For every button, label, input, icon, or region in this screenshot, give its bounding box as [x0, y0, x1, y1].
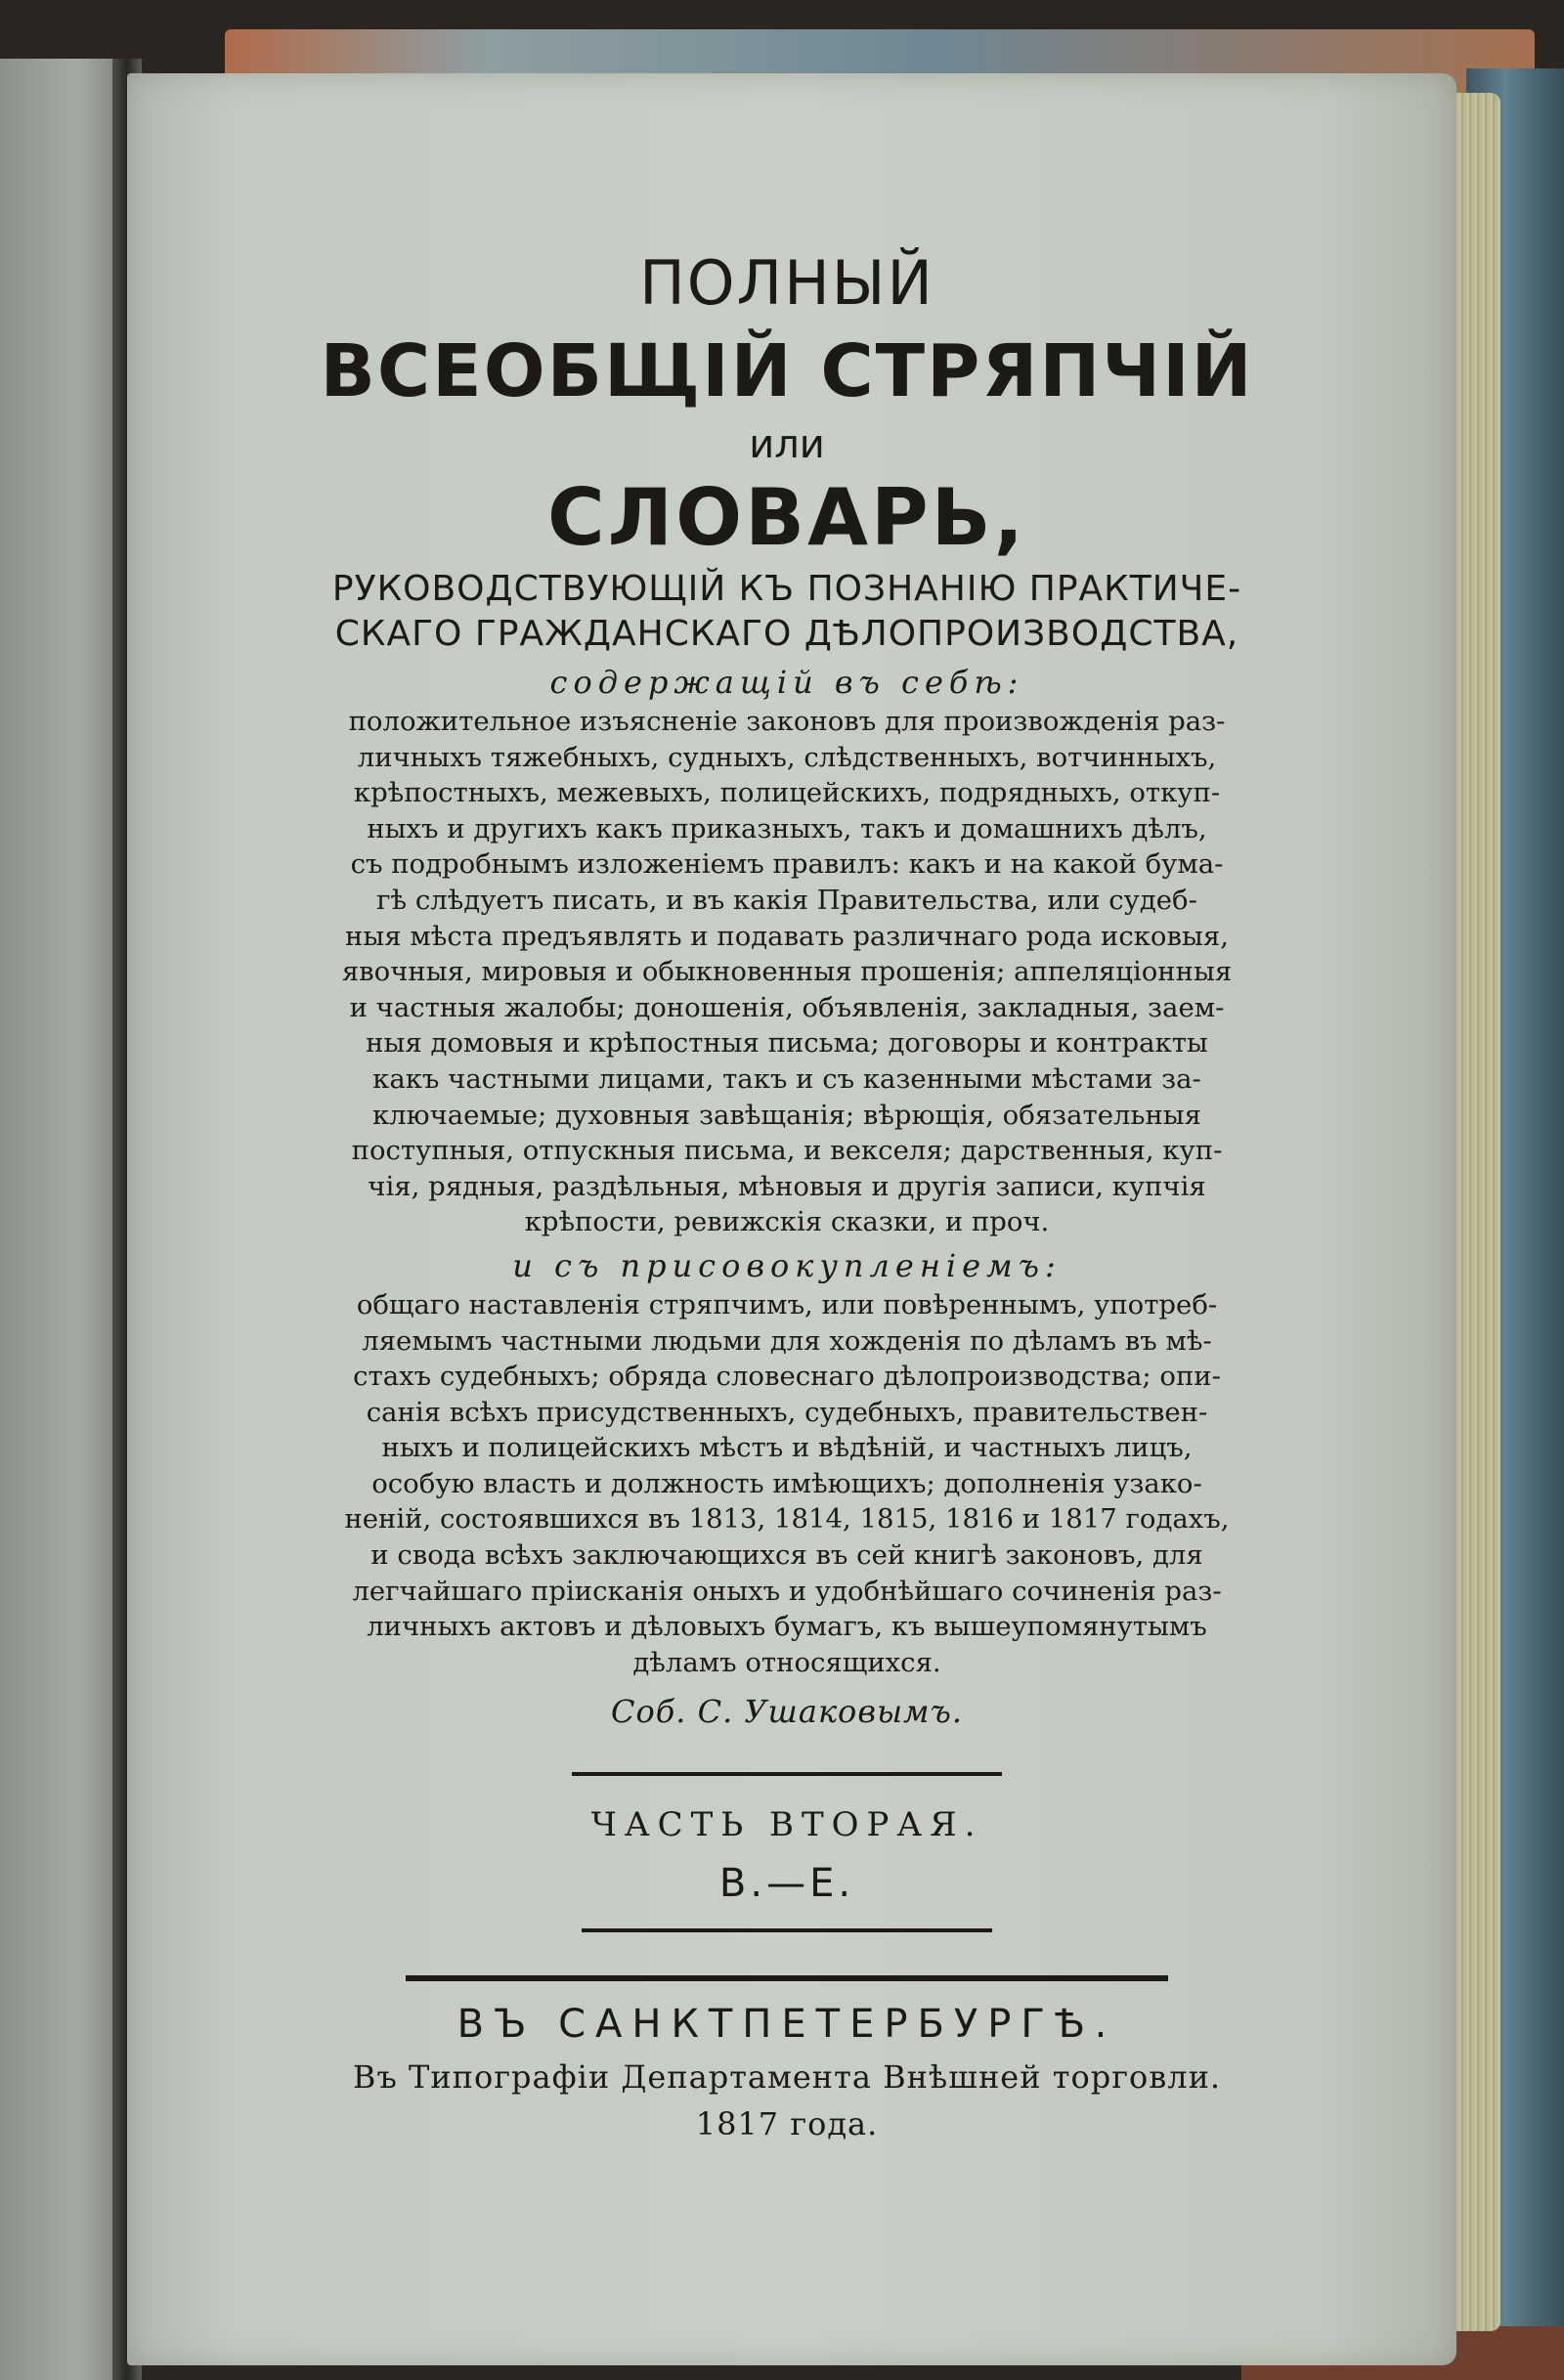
title-page-content: [225, 244, 1349, 2147]
compiler-credit: Соб. С. Ушаковымъ.: [610, 1693, 964, 1731]
addition-line: ныхъ и полицейскихъ мѣстъ и вѣдѣній, и частныхъ лицъ,: [381, 1432, 1193, 1464]
contents-line: явочныя, мировыя и обыкновенныя прошенія; аппеляціонныя: [341, 956, 1233, 988]
title-dictionary: СЛОВАРЬ,: [546, 472, 1027, 563]
addition-line: общаго наставленія стряпчимъ, или повѣреннымъ, употреб-: [356, 1288, 1218, 1320]
contents-line: ныхъ и другихъ какъ приказныхъ, такъ и домашнихъ дѣлъ,: [367, 812, 1207, 844]
divider-rule: [582, 1928, 992, 1932]
addition-line: личныхъ актовъ и дѣловыхъ бумагъ, къ вышеупомянутымъ: [367, 1611, 1207, 1643]
part-label: ЧАСТЬ ВТОРАЯ.: [590, 1805, 983, 1845]
addition-line: и свода всѣхъ заключающихся въ сей книгѣ законовъ, для: [370, 1539, 1203, 1572]
left-page-edge: [0, 59, 127, 2380]
imprint-year: 1817 года.: [695, 2105, 879, 2143]
contents-line: личныхъ тяжебныхъ, судныхъ, слѣдственныхъ, вотчинныхъ,: [357, 741, 1217, 773]
addition-paragraph: [225, 1287, 1349, 1681]
divider-rule: [572, 1772, 1002, 1776]
addition-line: стахъ судебныхъ; обряда словеснаго дѣлопроизводства; опи-: [353, 1361, 1221, 1393]
addition-line: неній, состоявшихся въ 1813, 1814, 1815, 1816 и 1817 годахъ,: [344, 1503, 1230, 1536]
imprint-city: ВЪ САНКТПЕТЕРБУРГѢ.: [456, 2002, 1117, 2048]
contents-line: и частныя жалобы; доношенія, объявленія, закладныя, заем-: [349, 991, 1225, 1023]
contents-line: какъ частными лицами, такъ и съ казенными мѣстами за-: [372, 1062, 1201, 1095]
contents-line: чія, рядныя, раздѣльныя, мѣновыя и другія записи, купчія: [368, 1170, 1206, 1202]
contents-heading: содержащій въ себѣ:: [549, 664, 1024, 701]
contents-line: съ подробнымъ изложеніемъ правилъ: какъ и на какой бума-: [350, 848, 1224, 881]
contents-line: поступныя, отпускныя письма, и векселя; дарственныя, куп-: [351, 1135, 1223, 1167]
contents-line: крѣпости, ревижскія сказки, и проч.: [524, 1206, 1050, 1238]
addition-line: легчайшаго пріисканія оныхъ и удобнѣйшаго сочиненія раз-: [352, 1575, 1222, 1607]
contents-line: положительное изъясненіе законовъ для произвожденія раз-: [348, 706, 1226, 737]
subtitle-line: СКАГО ГРАЖДАНСКАГО ДѢЛОПРОИЗВОДСТВА,: [334, 614, 1239, 654]
contents-line: ныя домовыя и крѣпостныя письма; договоры и контракты: [366, 1027, 1208, 1060]
title-line-1: ПОЛНЫЙ: [639, 247, 934, 319]
contents-line: гѣ слѣдуетъ писать, и въ какія Правительства, или судеб-: [376, 884, 1197, 916]
addition-line: ляемымъ частными людьми для хожденія по дѣламъ въ мѣ-: [362, 1324, 1212, 1357]
contents-line: крѣпостныхъ, межевыхъ, полицейскихъ, подрядныхъ, откуп-: [353, 777, 1221, 809]
addition-heading: и съ присовокупленіемъ:: [512, 1246, 1062, 1284]
subtitle-line: РУКОВОДСТВУЮЩІЙ КЪ ПОЗНАНІЮ ПРАКТИЧЕ-: [331, 569, 1242, 609]
divider-rule-thick: [406, 1975, 1168, 1981]
letter-range: В.—Е.: [718, 1861, 855, 1907]
title-conjunction: или: [749, 422, 825, 467]
title-line-2: ВСЕОБЩІЙ СТРЯПЧІЙ: [320, 329, 1254, 413]
addition-line: санія всѣхъ присудственныхъ, судебныхъ, правительствен-: [366, 1396, 1208, 1428]
contents-line: ныя мѣста предъявлять и подавать различнаго рода исковыя,: [345, 920, 1229, 952]
contents-paragraph: [225, 704, 1349, 1240]
addition-line: дѣламъ относящихся.: [632, 1646, 941, 1678]
addition-line: особую власть и должность имѣющихъ; дополненія узако-: [371, 1467, 1202, 1499]
contents-line: ключаемые; духовныя завѣщанія; вѣрющія, обязательныя: [371, 1099, 1202, 1131]
imprint-press: Въ Типографіи Департамента Внѣшней торговли.: [352, 2058, 1222, 2097]
